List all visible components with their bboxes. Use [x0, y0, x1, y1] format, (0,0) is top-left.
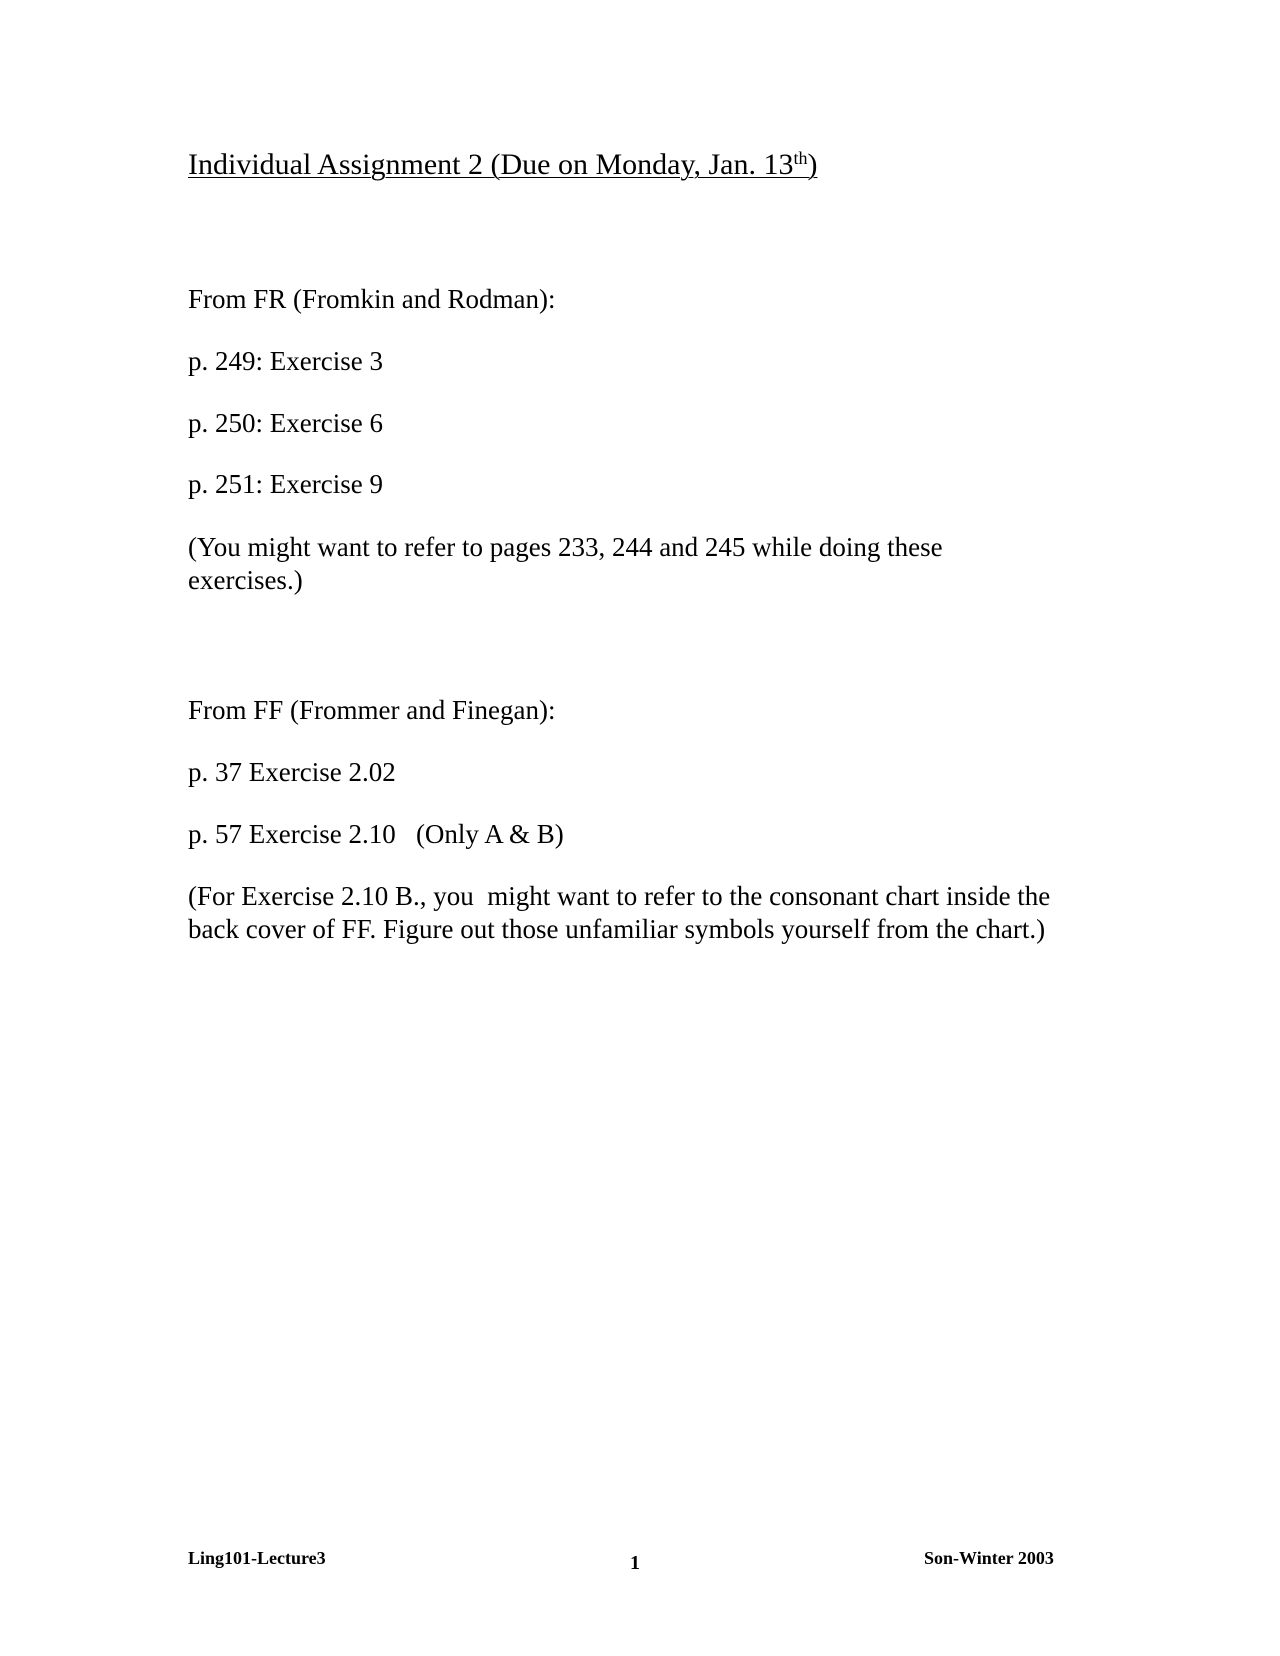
section-fr-item-1: p. 249: Exercise 3	[188, 346, 383, 376]
section-fr-item-2: p. 250: Exercise 6	[188, 408, 383, 438]
footer-page-number: 1	[630, 1552, 640, 1574]
footer-term: Son-Winter 2003	[924, 1548, 1054, 1568]
section-ff-note: (For Exercise 2.10 B., you might want to refer to the consonant chart inside the back cover of FF. Figure out those unfamiliar symbols yourself from the chart.)	[188, 881, 1058, 944]
section-ff-heading: From FF (Frommer and Finegan):	[188, 695, 556, 725]
footer-course: Ling101-Lecture3	[188, 1548, 326, 1568]
title-superscript: th	[793, 148, 808, 169]
section-fr-heading: From FR (Fromkin and Rodman):	[188, 284, 556, 314]
section-fr-note: (You might want to refer to pages 233, 244 and 245 while doing these exercises.)	[188, 532, 943, 595]
page-title	[188, 148, 818, 182]
section-ff-item-1: p. 37 Exercise 2.02	[188, 757, 396, 787]
title-text: Individual Assignment 2 (Due on Monday, Jan. 13	[188, 148, 794, 181]
section-ff-item-2: p. 57 Exercise 2.10 (Only A & B)	[188, 819, 564, 849]
title-close: )	[807, 148, 818, 181]
section-fr-item-3: p. 251: Exercise 9	[188, 469, 383, 499]
